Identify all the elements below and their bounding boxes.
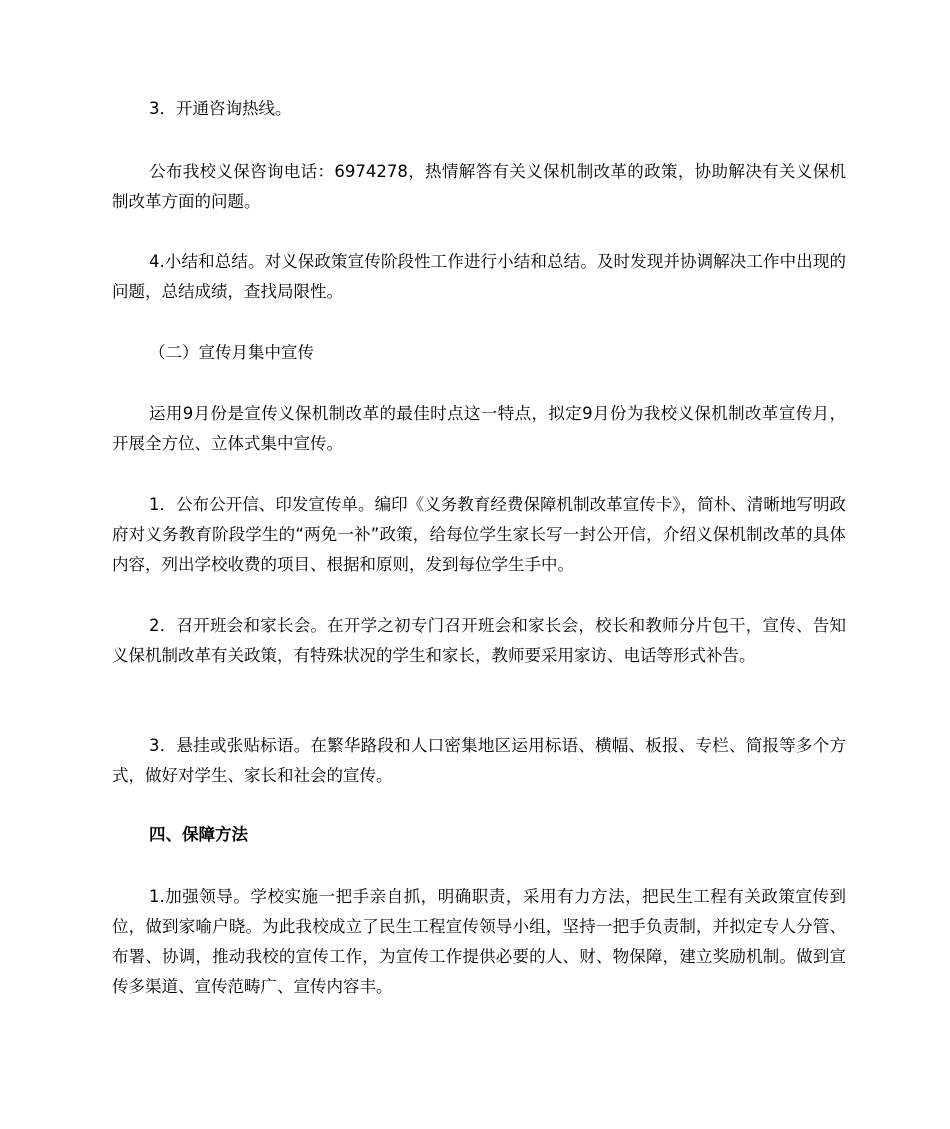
paragraph-open-letter: 1．公布公开信、印发宣传单。编印《义务教育经费保障机制改革宣传卡》，简朴、清晰地写明政府对义务教育阶段学生的“两免一补”政策，给每位学生家长写一封公开信，介绍义保机制改革的具体内容，列出学校收费的项目、根据和原则，发到每位学生手中。 — [112, 495, 846, 574]
paragraph-publicity-month-intro: 运用9月份是宣传义保机制改革的最佳时点这一特点，拟定9月份为我校义保机制改革宣传月，开展全方位、立体式集中宣传。 — [112, 404, 846, 453]
paragraph-leadership: 1.加强领导。学校实施一把手亲自抓，明确职责，采用有力方法，把民生工程有关政策宣传到位，做到家喻户晓。为此我校成立了民生工程宣传领导小组，坚持一把手负责制，并拟定专人分管、布署、协调，推动我校的宣传工作，为宣传工作提供必要的人、财、物保障，建立奖励机制。做到宣传多渠道、宣传范畴广、宣传内容丰。 — [112, 887, 846, 996]
section-heading-safeguards: 四、保障方法 — [149, 825, 248, 844]
paragraph-slogans: 3．悬挂或张贴标语。在繁华路段和人口密集地区运用标语、横幅、板报、专栏、简报等多个方式，做好对学生、家长和社会的宣传。 — [112, 736, 846, 785]
paragraph-hotline-body: 公布我校义保咨询电话：6974278，热情解答有关义保机制改革的政策，协助解决有关义保机制改革方面的问题。 — [112, 162, 846, 211]
paragraph-summary: 4.小结和总结。对义保政策宣传阶段性工作进行小结和总结。及时发现并协调解决工作中出现的问题，总结成绩，查找局限性。 — [112, 252, 846, 301]
section-heading-publicity-month: （二）宣传月集中宣传 — [149, 343, 314, 362]
paragraph-class-meeting: 2．召开班会和家长会。在开学之初专门召开班会和家长会，校长和教师分片包干，宣传、告知义保机制改革有关政策，有特殊状况的学生和家长，教师要采用家访、电话等形式补告。 — [112, 616, 846, 665]
paragraph-hotline-heading: 3．开通咨询热线。 — [149, 99, 292, 118]
